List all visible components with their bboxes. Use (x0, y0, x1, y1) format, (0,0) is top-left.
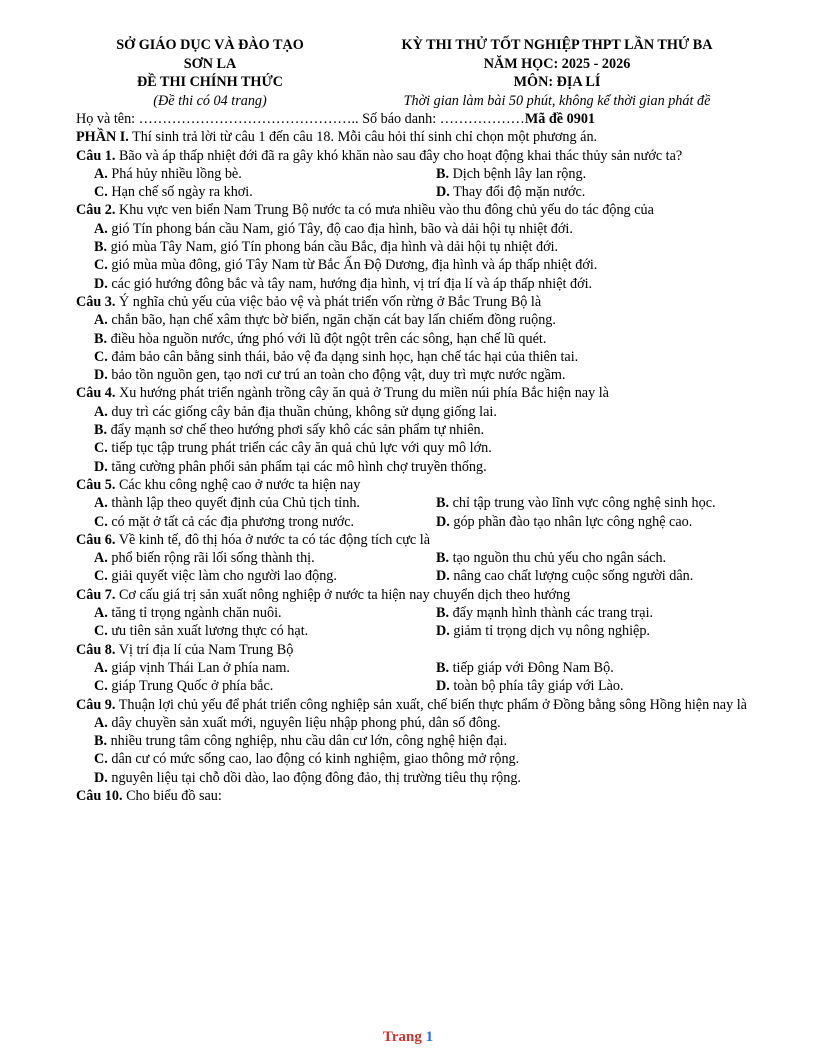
option-a: A. Phá hủy nhiều lồng bè. (94, 165, 242, 182)
options-row (76, 604, 766, 622)
question-text: Cơ cấu giá trị sản xuất nông nghiệp ở nước ta hiện nay chuyển dịch theo hướng (115, 586, 571, 603)
option-a: A. chắn bão, hạn chế xâm thực bờ biển, ngăn chặn cát bay lấn chiếm đồng ruộng. (94, 312, 556, 329)
province-name: SƠN LA (183, 55, 237, 72)
exam-title: KỲ THI THỬ TỐT NGHIỆP THPT LẦN THỨ BA (401, 37, 713, 53)
question-text: Về kinh tế, đô thị hóa ở nước ta có tác động tích cực là (115, 531, 430, 548)
option-b: B. chỉ tập trung vào lĩnh vực công nghệ sinh học. (436, 495, 716, 512)
option-c: C. giáp Trung Quốc ở phía bắc. (94, 678, 274, 695)
option-b: B. đẩy mạnh hình thành các trang trại. (436, 605, 654, 622)
official-exam-label: ĐỀ THI CHÍNH THỨC (137, 74, 283, 90)
option-a: A. dây chuyền sản xuất mới, nguyên liệu nhập phong phú, dân số đông. (94, 714, 501, 731)
page-count-note: (Đề thi có 04 trang) (153, 92, 267, 109)
option-c: C. tiếp tục tập trung phát triển các cây ăn quả chủ lực với quy mô lớn. (94, 440, 492, 457)
question-4 (76, 384, 766, 402)
option-b: B. đẩy mạnh sơ chế theo hướng phơi sấy khô các sản phẩm tự nhiên. (94, 422, 485, 439)
question-text: Cho biểu đồ sau: (122, 787, 222, 804)
options-row (76, 622, 766, 640)
option-d: D. tăng cường phân phối sản phẩm tại các mô hình chợ truyền thống. (94, 458, 487, 475)
options-row (76, 183, 766, 201)
option-b: B. Dịch bệnh lây lan rộng. (436, 165, 587, 182)
question-1 (76, 147, 766, 165)
question-label: Câu 4. (76, 385, 116, 402)
options-row (76, 677, 766, 695)
options-row (76, 513, 766, 531)
page-label: Trang (382, 1029, 426, 1045)
school-year: NĂM HỌC: 2025 - 2026 (483, 55, 631, 72)
options-row (76, 494, 766, 512)
options-row (76, 567, 766, 585)
options-row (76, 549, 766, 567)
question-label: Câu 5. (76, 476, 116, 493)
name-label: Họ và tên: ……………………………………….. Số báo danh: ……………… (76, 111, 525, 127)
question-text: Bão và áp thấp nhiệt đới đã ra gây khó khăn nào sau đây cho hoạt động khai thác thủy sản nước ta? (115, 147, 683, 164)
header-right (362, 36, 752, 110)
part1-instruction (76, 128, 766, 146)
question-label: Câu 1. (76, 147, 116, 164)
department-name: SỞ GIÁO DỤC VÀ ĐÀO TẠO (116, 37, 304, 53)
subject-title: MÔN: ĐỊA LÍ (513, 74, 601, 90)
option-c: C. đảm bảo cân bằng sinh thái, bảo vệ đa dạng sinh học, hạn chế tác hại của thiên tai. (94, 348, 579, 365)
question-label: Câu 2. (76, 202, 116, 219)
time-note: Thời gian làm bài 50 phút, không kể thời gian phát đề (403, 92, 711, 109)
question-9 (76, 696, 766, 714)
option-a: A. giáp vịnh Thái Lan ở phía nam. (94, 659, 290, 676)
question-text: Thuận lợi chủ yếu để phát triển công nghiệp sản xuất, chế biến thực phẩm ở Đồng bằng sông Hồng hiện nay là (115, 696, 747, 713)
page-footer (0, 1029, 816, 1046)
question-text: Vị trí địa lí của Nam Trung Bộ (115, 641, 294, 658)
question-label: Câu 10. (76, 787, 123, 804)
option-d: D. các gió hướng đông bắc và tây nam, hướng địa hình, vị trí địa lí và áp thấp nhiệt đới. (94, 275, 593, 292)
option-c: C. giải quyết việc làm cho người lao động. (94, 568, 337, 585)
page-number: 1 (425, 1029, 434, 1045)
option-d: D. giảm tỉ trọng dịch vụ nông nghiệp. (436, 623, 650, 640)
question-label: Câu 6. (76, 531, 116, 548)
question-text: Ý nghĩa chủ yếu của việc bảo vệ và phát triển vốn rừng ở Bắc Trung Bộ là (115, 293, 542, 310)
options-row (76, 165, 766, 183)
question-7 (76, 586, 766, 604)
option-d: D. Thay đổi độ mặn nước. (436, 184, 586, 201)
option-d: D. nâng cao chất lượng cuộc sống người dân. (436, 568, 694, 585)
question-text: Các khu công nghệ cao ở nước ta hiện nay (115, 476, 361, 493)
option-b: B. tạo nguồn thu chủ yếu cho ngân sách. (436, 550, 667, 567)
option-c: C. dân cư có mức sống cao, lao động có kinh nghiệm, giao thông mở rộng. (94, 751, 520, 768)
student-info-line (76, 110, 766, 128)
option-d: D. bảo tồn nguồn gen, tạo nơi cư trú an toàn cho động vật, duy trì mực nước ngầm. (94, 367, 566, 384)
option-a: A. duy trì các giống cây bản địa thuần chủng, không sử dụng giống lai. (94, 403, 497, 420)
option-b: B. điều hòa nguồn nước, ứng phó với lũ đột ngột trên các sông, hạn chế lũ quét. (94, 330, 547, 347)
question-text: Xu hướng phát triển ngành trồng cây ăn quả ở Trung du miền núi phía Bắc hiện nay là (115, 385, 609, 402)
question-5 (76, 476, 766, 494)
question-2 (76, 201, 766, 219)
question-label: Câu 3. (76, 293, 116, 310)
question-label: Câu 8. (76, 641, 116, 658)
option-c: C. có mặt ở tất cả các địa phương trong nước. (94, 513, 355, 530)
option-a: A. phổ biến rộng rãi lối sống thành thị. (94, 550, 315, 567)
question-10 (76, 787, 766, 805)
option-a: A. thành lập theo quyết định của Chủ tịch tỉnh. (94, 495, 360, 512)
options-row (76, 659, 766, 677)
option-d: D. góp phần đào tạo nhân lực công nghệ cao. (436, 513, 693, 530)
exam-body (76, 110, 766, 805)
option-c: C. ưu tiên sản xuất lương thực có hạt. (94, 623, 309, 640)
question-3 (76, 293, 766, 311)
question-label: Câu 7. (76, 586, 116, 603)
option-d: D. nguyên liệu tại chỗ dồi dào, lao động đông đảo, thị trường tiêu thụ rộng. (94, 769, 521, 786)
option-d: D. toàn bộ phía tây giáp với Lào. (436, 678, 624, 695)
option-b: B. tiếp giáp với Đông Nam Bộ. (436, 659, 614, 676)
question-6 (76, 531, 766, 549)
exam-code: Mã đề 0901 (524, 111, 596, 127)
header-left (78, 36, 342, 110)
option-c: C. gió mùa mùa đông, gió Tây Nam từ Bắc Ấn Độ Dương, địa hình và áp thấp nhiệt đới. (94, 257, 598, 274)
option-b: B. nhiều trung tâm công nghiệp, nhu cầu dân cư lớn, công nghệ hiện đại. (94, 733, 508, 750)
option-a: A. gió Tín phong bán cầu Nam, gió Tây, độ cao địa hình, bão và dải hội tụ nhiệt đới. (94, 220, 573, 237)
part1-text: Thí sinh trả lời từ câu 1 đến câu 18. Mỗi câu hỏi thí sinh chỉ chọn một phương án. (128, 129, 598, 146)
question-text: Khu vực ven biển Nam Trung Bộ nước ta có mưa nhiều vào thu đông chủ yếu do tác động của (115, 202, 654, 219)
option-a: A. tăng tỉ trọng ngành chăn nuôi. (94, 605, 282, 622)
part1-label: PHẦN I. (76, 129, 129, 146)
option-b: B. gió mùa Tây Nam, gió Tín phong bán cầu Bắc, địa hình và dải hội tụ nhiệt đới. (94, 239, 559, 256)
option-c: C. Hạn chế số ngày ra khơi. (94, 184, 253, 201)
question-8 (76, 641, 766, 659)
question-label: Câu 9. (76, 696, 116, 713)
